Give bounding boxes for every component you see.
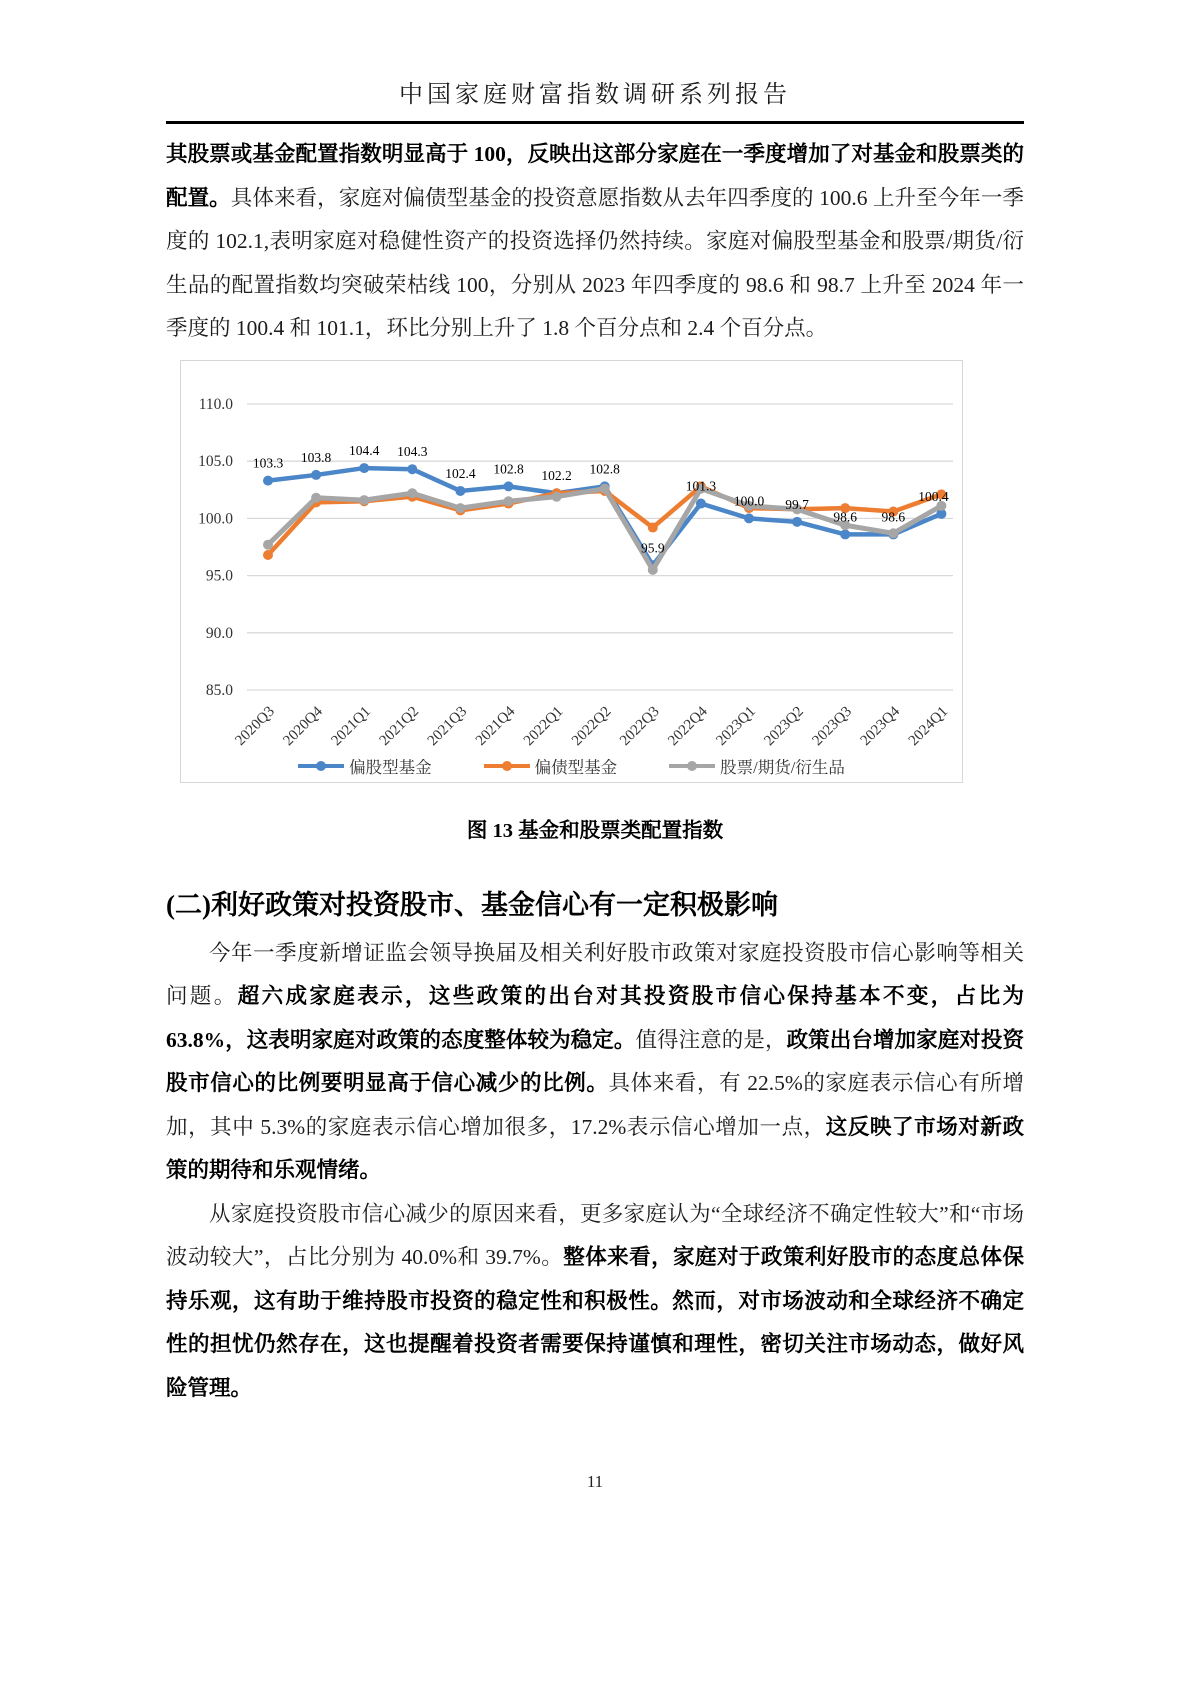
chart-legend [181, 753, 962, 779]
data-point-marker [311, 469, 321, 479]
data-point-marker [407, 464, 417, 474]
bold-text-run: 其股票或基金配置指数明显高于 100，反映出这部分家庭在一季度增加了对基金和股票类的配置。 [166, 142, 1024, 210]
gridlines-and-yaxis [198, 396, 953, 699]
bold-text-run: 整体来看，家庭对于政策利好股市的态度总体保持乐观，这有助于维持股市投资的稳定性和积极性。然而，对市场波动和全球经济不确定性的担忧仍然存在，这也提醒着投资者需要保持谨慎和理性，密切关注市场动态，做好风险管理。 [166, 1245, 1024, 1400]
data-point-marker [600, 483, 610, 493]
bold-text-run: 超六成家庭表示，这些政策的出台对其投资股市信心保持基本不变，占比为 63.8%，这表明家庭对政策的态度整体较为稳定。 [166, 984, 1024, 1052]
data-label: 98.6 [881, 508, 906, 524]
section-heading: (二)利好政策对投资股市、基金信心有一定积极影响 [166, 889, 778, 920]
legend-item [484, 754, 618, 778]
x-tick-label: 2020Q4 [280, 703, 326, 749]
legend-label: 偏股型基金 [349, 757, 432, 777]
legend-label: 偏债型基金 [534, 757, 618, 777]
document-title: 中国家庭财富指数调研系列报告 [399, 82, 791, 108]
legend-dot-icon [316, 761, 326, 771]
paragraph-3 [166, 1193, 1024, 1411]
series-line-3 [263, 483, 946, 574]
chart-plot-area [181, 361, 962, 753]
y-tick-label: 90.0 [205, 624, 233, 642]
x-tick-label: 2022Q3 [617, 703, 663, 749]
data-label: 101.3 [685, 478, 717, 494]
legend-label: 股票/期货/衍生品 [720, 757, 845, 777]
bold-text-run: 政策出台增加家庭对投资股市信心的比例要明显高于信心减少的比例。 [166, 1027, 1024, 1095]
legend-line-marker-icon [669, 764, 715, 768]
data-point-marker [504, 496, 514, 506]
data-label: 100.4 [918, 488, 949, 504]
data-label: 104.4 [349, 442, 380, 458]
data-point-marker [359, 495, 369, 505]
text-run: 从家庭投资股市信心减少的原因来看，更多家庭认为“全球经济不确定性较大”和“市场波动较大”，占比分别为 40.0%和 39.7%。 [166, 1201, 1024, 1269]
data-label: 103.3 [252, 455, 284, 471]
x-tick-label: 2022Q1 [520, 703, 567, 749]
x-axis-labels [232, 703, 951, 749]
paragraph-1 [166, 133, 1024, 351]
data-point-marker [455, 503, 465, 513]
x-tick-label: 2023Q2 [761, 703, 807, 749]
data-point-marker [504, 481, 514, 491]
data-point-marker [648, 564, 658, 574]
y-tick-label: 110.0 [198, 395, 233, 413]
data-point-marker [648, 522, 658, 532]
bold-text-run: 这反映了市场对新政策的期待和乐观情绪。 [166, 1114, 1024, 1182]
text-run: 具体来看，家庭对偏债型基金的投资意愿指数从去年四季度的 100.6 上升至今年一季度的 102.1,表明家庭对稳健性资产的投资选择仍然持续。家庭对偏股型基金和股票/期货/衍生品的配置指数均突破荣枯线 100，分别从 2023 年四季度的 98.6 和 98.7 上升至 2024 年一季度的 100.4 和 101.1，环比分别上升了 1.8 个百分点和 2.4 个百分点。 [166, 185, 1024, 340]
y-tick-label: 100.0 [198, 509, 233, 527]
x-tick-label: 2021Q4 [472, 703, 519, 749]
x-tick-label: 2020Q3 [232, 703, 278, 749]
data-point-marker [311, 492, 321, 502]
x-tick-label: 2021Q2 [376, 703, 423, 749]
legend-line-marker-icon [484, 764, 530, 768]
data-label: 98.6 [833, 508, 858, 524]
x-tick-label: 2023Q4 [857, 703, 904, 749]
chart-svg [181, 361, 962, 753]
data-point-marker [744, 513, 754, 523]
data-point-marker [407, 488, 417, 498]
figure-13 [166, 360, 1024, 843]
data-point-marker [263, 475, 273, 485]
x-tick-label: 2023Q3 [809, 703, 856, 749]
x-tick-label: 2022Q4 [665, 703, 711, 749]
data-point-marker [552, 491, 562, 501]
figure-caption: 图 13 基金和股票类配置指数 [466, 819, 724, 842]
legend-line-marker-icon [298, 764, 344, 768]
data-label: 102.8 [589, 460, 620, 476]
data-label: 103.8 [300, 449, 332, 465]
x-tick-label: 2021Q3 [424, 703, 471, 749]
legend-dot-icon [502, 761, 512, 771]
x-tick-label: 2023Q1 [713, 703, 759, 749]
y-tick-label: 95.0 [205, 567, 233, 585]
y-tick-label: 105.0 [198, 452, 233, 470]
data-label: 104.3 [397, 443, 428, 459]
data-point-marker [792, 516, 802, 526]
data-point-marker [263, 539, 273, 549]
data-label: 102.4 [445, 465, 476, 481]
x-tick-label: 2021Q1 [328, 703, 375, 749]
header-divider [166, 121, 1024, 124]
legend-item [669, 754, 845, 778]
line-chart [180, 360, 963, 783]
data-point-marker [840, 529, 850, 539]
data-point-marker [696, 498, 706, 508]
paragraph-2 [166, 932, 1024, 1193]
text-run: 今年一季度新增证监会领导换届及相关利好股市政策对家庭投资股市信心影响等相关问题。 [166, 940, 1024, 1008]
legend-dot-icon [687, 761, 697, 771]
x-tick-label: 2024Q1 [905, 703, 952, 749]
legend-item [298, 754, 432, 778]
page-number: 11 [586, 1472, 604, 1491]
data-point-marker [455, 485, 465, 495]
data-label: 99.7 [785, 496, 809, 512]
text-run: 具体来看，有 22.5%的家庭表示信心有所增加，其中 5.3%的家庭表示信心增加很多，17.2%表示信心增加一点， [166, 1071, 1024, 1139]
text-run: 值得注意的是， [635, 1027, 787, 1052]
data-label: 102.8 [493, 460, 524, 476]
data-point-marker [888, 528, 898, 538]
data-point-marker [263, 550, 273, 560]
y-tick-label: 85.0 [205, 681, 233, 699]
data-label: 102.2 [541, 467, 572, 483]
data-point-marker [359, 463, 369, 473]
data-label: 95.9 [640, 539, 665, 555]
x-tick-label: 2022Q2 [569, 703, 615, 749]
data-label: 100.0 [733, 492, 765, 508]
